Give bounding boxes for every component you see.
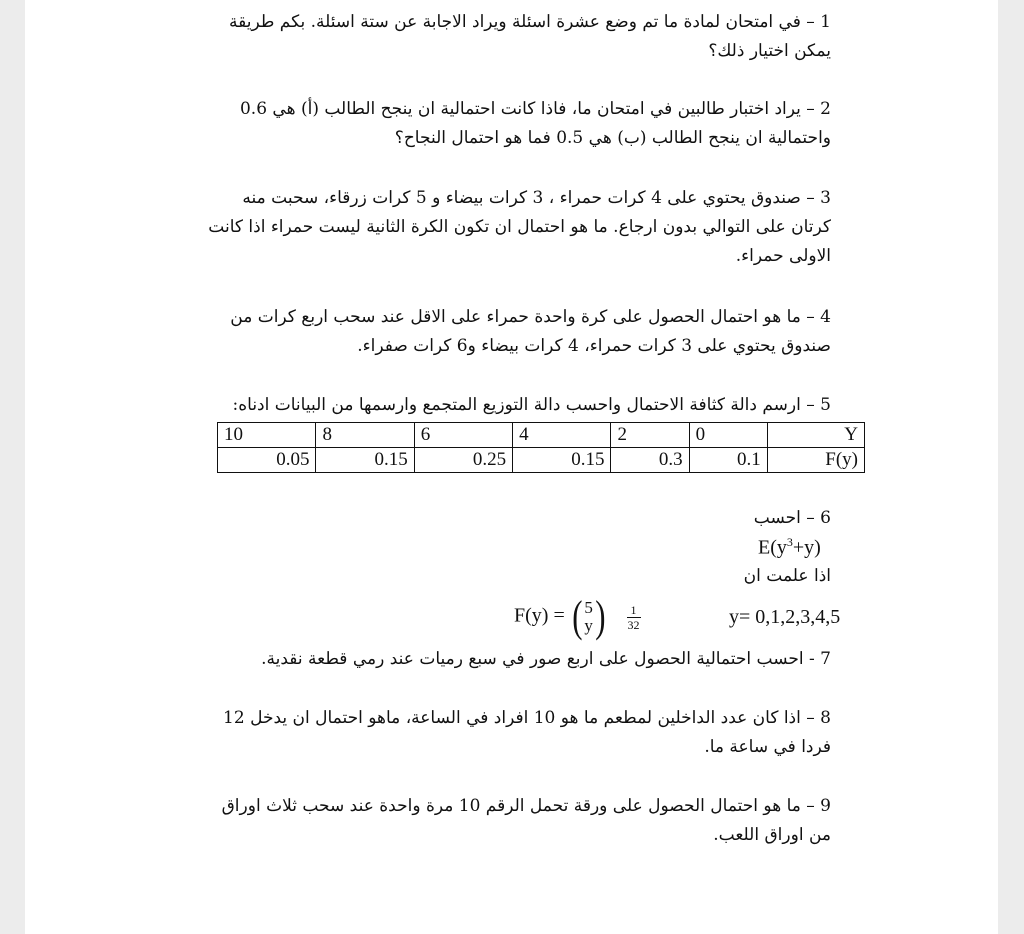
question-5-line-1: 5 – ارسم دالة كثافة الاحتمال واحسب دالة التوزيع المتجمع وارسمها من البيانات ادناه: <box>232 395 831 415</box>
binom-bottom: y <box>584 616 593 635</box>
domain-text: y= 0,1,2,3,4,5 <box>729 606 841 628</box>
expr-exponent: 3 <box>786 535 793 549</box>
question-9-line-1: 9 – ما هو احتمال الحصول على ورقة تحمل الرقم 10 مرة واحدة عند سحب ثلاث اوراق <box>221 796 831 816</box>
table-cell-y-label: Y <box>767 423 864 448</box>
table-row-fy <box>218 448 865 473</box>
question-8-line-2: فردا في ساعة ما. <box>704 737 831 757</box>
fraction <box>627 603 641 632</box>
question-1-line-1: 1 – في امتحان لمادة ما تم وضع عشرة اسئلة ويراد الاجابة عن ستة اسئلة. بكم طريقة <box>229 12 831 32</box>
question-3 <box>208 184 831 271</box>
question-9 <box>222 792 831 850</box>
question-3-line-3: الاولى حمراء. <box>735 246 831 266</box>
question-1-line-2: يمكن اختيار ذلك؟ <box>708 41 831 61</box>
table-cell: 0.25 <box>414 448 512 473</box>
question-3-line-2: كرتان على التوالي بدون ارجاع. ما هو احتمال ان تكون الكرة الثانية ليست حمراء اذا كانت <box>208 217 831 237</box>
question-7 <box>261 645 831 674</box>
question-8 <box>223 704 831 762</box>
document-page <box>25 0 998 934</box>
right-paren: ) <box>595 592 606 641</box>
fraction-numerator: 1 <box>630 602 637 617</box>
expr-tail: +y) <box>792 536 821 559</box>
question-2-line-2: واحتمالية ان ينجح الطالب (ب) هي 0.5 فما هو احتمال النجاح؟ <box>394 128 831 148</box>
question-2 <box>240 95 831 153</box>
table-cell: 0 <box>689 423 767 448</box>
table-cell: 4 <box>513 423 611 448</box>
question-6 <box>754 504 831 533</box>
question-3-line-1: 3 – صندوق يحتوي على 4 كرات حمراء ، 3 كرات بيضاء و 5 كرات زرقاء، سحبت منه <box>242 188 831 208</box>
domain-values <box>729 606 840 629</box>
question-4-line-2: صندوق يحتوي على 3 كرات حمراء، 4 كرات بيضاء و6 كرات صفراء. <box>357 336 831 356</box>
expectation-expression <box>758 535 821 560</box>
table-cell: 0.15 <box>513 448 611 473</box>
table-cell: 8 <box>316 423 414 448</box>
pmf-formula <box>514 592 641 641</box>
question-6-line-1: 6 – احسب <box>753 508 831 528</box>
question-2-line-1: 2 – يراد اختبار طالبين في امتحان ما، فاذا كانت احتمالية ان ينجح الطالب (أ) هي 0.6 <box>239 99 831 119</box>
question-5 <box>233 391 832 420</box>
table-row-y <box>218 423 865 448</box>
question-1 <box>229 8 831 66</box>
question-4 <box>230 303 831 361</box>
table-cell: 0.15 <box>316 448 414 473</box>
table-cell: 0.3 <box>611 448 689 473</box>
expr-base: E(y <box>758 536 787 559</box>
table-cell-fy-label: F(y) <box>767 448 864 473</box>
question-8-line-1: 8 – اذا كان عدد الداخلين لمطعم ما هو 10 افراد في الساعة، ماهو احتمال ان يدخل 12 <box>223 708 831 728</box>
question-6-given <box>744 562 831 591</box>
binom-top: 5 <box>584 598 593 617</box>
question-9-line-2: من اوراق اللعب. <box>713 825 831 845</box>
question-7-line-1: 7 - احسب احتمالية الحصول على اربع صور في سبع رميات عند رمي قطعة نقدية. <box>261 649 831 669</box>
table-cell: 6 <box>414 423 512 448</box>
question-4-line-1: 4 – ما هو احتمال الحصول على كرة واحدة حمراء على الاقل عند سحب اربع كرات من <box>230 307 831 327</box>
table-cell: 0.05 <box>218 448 316 473</box>
left-paren: ( <box>571 592 583 641</box>
formula-lhs: F(y) = <box>514 604 565 627</box>
fraction-denominator: 32 <box>627 617 640 632</box>
table-cell: 10 <box>218 423 316 448</box>
binomial-coefficient <box>570 592 608 641</box>
distribution-table <box>217 422 865 473</box>
table-cell: 2 <box>611 423 689 448</box>
table-cell: 0.1 <box>689 448 767 473</box>
question-6-given-text: اذا علمت ان <box>743 566 831 586</box>
